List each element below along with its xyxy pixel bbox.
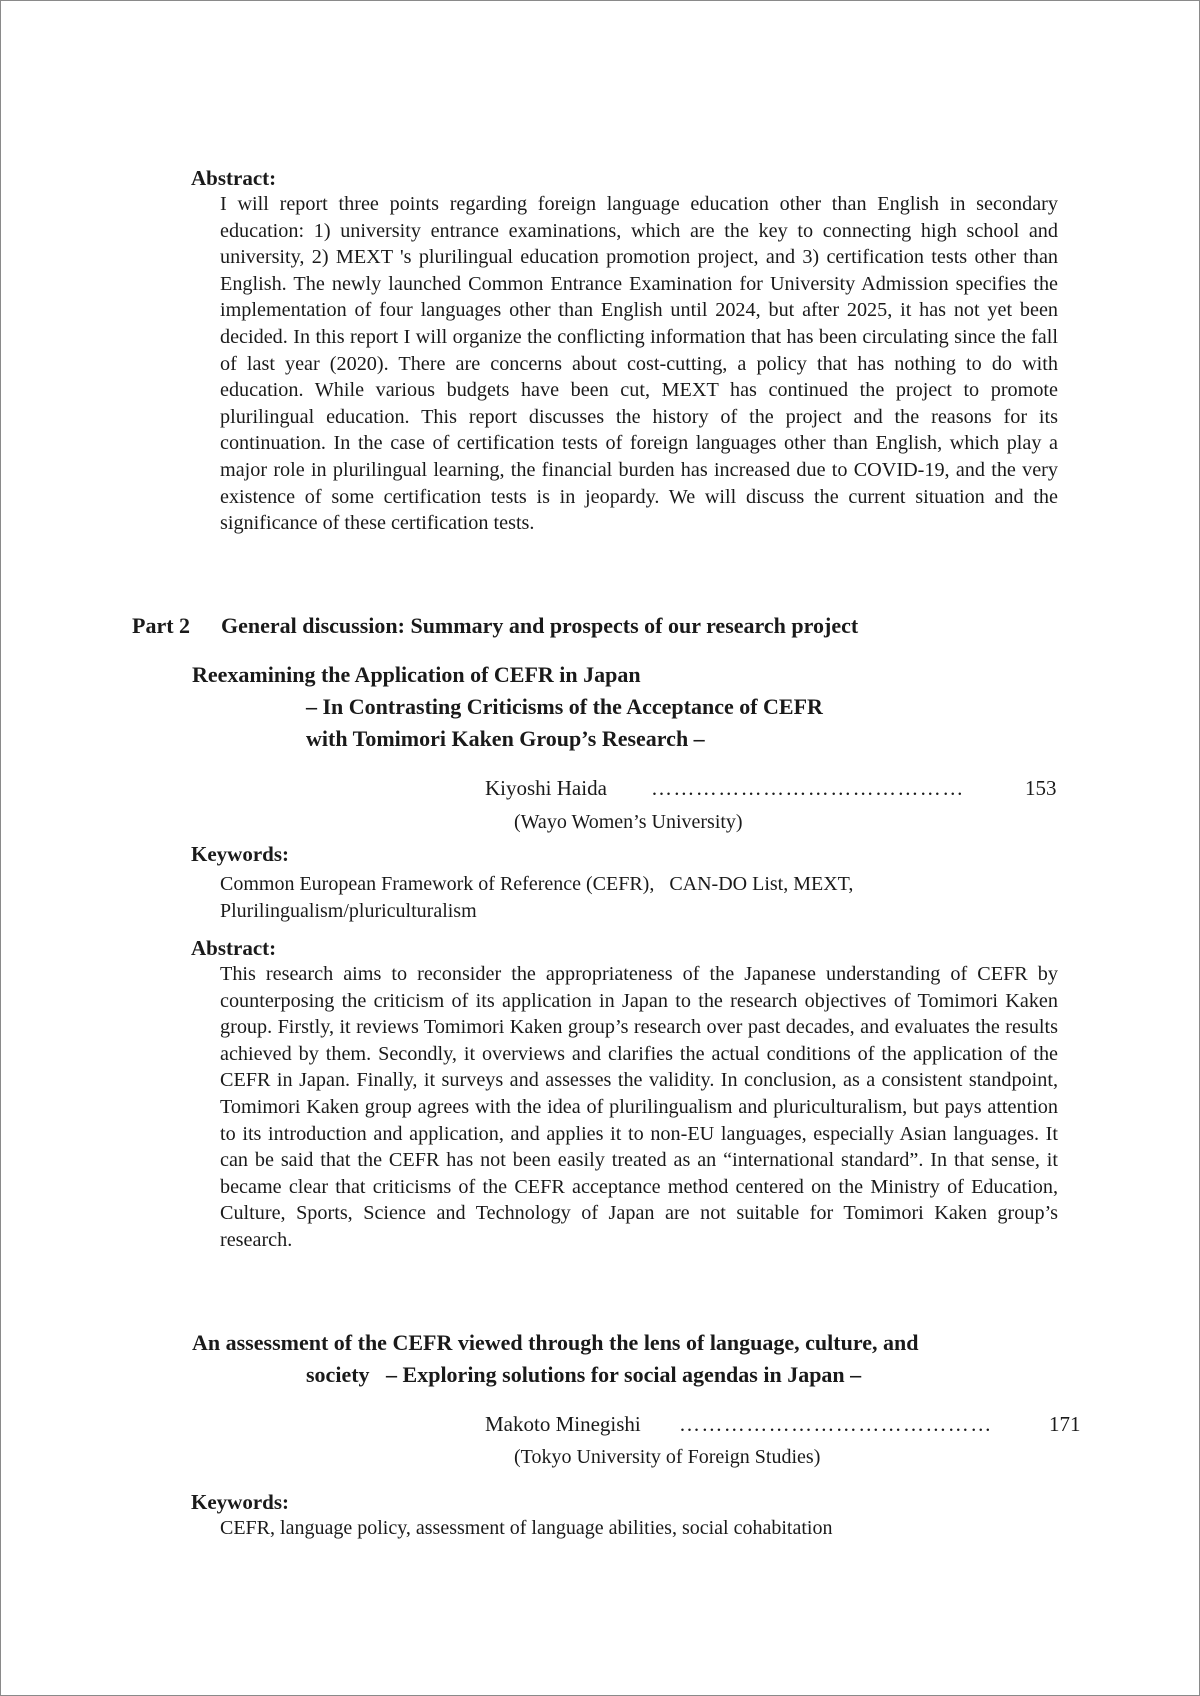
page-number: 171 bbox=[1049, 1412, 1081, 1436]
keywords-line: Plurilingualism/pluriculturalism bbox=[220, 900, 477, 922]
page-number: 153 bbox=[1025, 776, 1057, 800]
author-name: Makoto Minegishi bbox=[485, 1412, 641, 1436]
leader-dots: …………………………………… bbox=[651, 776, 965, 800]
leader-dots: …………………………………… bbox=[679, 1412, 993, 1436]
article-title-line: with Tomimori Kaken Group’s Research – bbox=[306, 726, 705, 751]
abstract-label: Abstract: bbox=[191, 936, 277, 960]
author-affiliation: (Tokyo University of Foreign Studies) bbox=[514, 1446, 821, 1468]
author-name: Kiyoshi Haida bbox=[485, 776, 607, 800]
article-title-line: society – Exploring solutions for social agendas in Japan – bbox=[306, 1362, 862, 1387]
keywords-label: Keywords: bbox=[191, 1490, 289, 1514]
part-number: Part 2 bbox=[132, 613, 191, 638]
part-title: General discussion: Summary and prospects of our research project bbox=[221, 613, 859, 638]
article-title-line: Reexamining the Application of CEFR in Japan bbox=[192, 662, 641, 687]
article-title-line: – In Contrasting Criticisms of the Acceptance of CEFR bbox=[306, 694, 823, 719]
article-title-line: An assessment of the CEFR viewed through the lens of language, culture, and bbox=[192, 1330, 919, 1355]
keywords-line: CEFR, language policy, assessment of language abilities, social cohabitation bbox=[220, 1517, 833, 1539]
keywords-line: Common European Framework of Reference (CEFR), CAN-DO List, MEXT, bbox=[220, 873, 854, 895]
abstract-text: I will report three points regarding foreign language education other than English in secondary education: 1) university entrance examinations, which are the key to connecting high school and university, 2) MEXT 's plurilingual education promotion project, and 3) certification tests other than English. The newly launched Common Entrance Examination for University Admission specifies the implementation of four languages other than English until 2024, but after 2025, it has not yet been decided. In this report I will organize the conflicting information that has been circulating since the fall of last year (2020). There are concerns about cost-cutting, a policy that has nothing to do with education. While various budgets have been cut, MEXT has continued the project to promote plurilingual education. This report discusses the history of the project and the reasons for its continuation. In the case of certification tests of foreign languages other than English, which play a major role in plurilingual learning, the financial burden has increased due to COVID-19, and the very existence of some certification tests is in jeopardy. We will discuss the current situation and the significance of these certification tests. bbox=[220, 193, 1058, 535]
abstract-label: Abstract: bbox=[191, 166, 277, 190]
author-affiliation: (Wayo Women’s University) bbox=[514, 811, 743, 833]
abstract-text: This research aims to reconsider the appropriateness of the Japanese understanding of CEFR by counterposing the criticism of its application in Japan to the research objectives of Tomimori Kaken group. Firstly, it reviews Tomimori Kaken group’s research over past decades, and evaluates the results achieved by them. Secondly, it overviews and clarifies the actual conditions of the application of the CEFR in Japan. Finally, it surveys and assesses the validity. In conclusion, as a consistent standpoint, Tomimori Kaken group agrees with the idea of plurilingualism and pluriculturalism, but pays attention to its introduction and application, and applies it to non-EU languages, especially Asian languages. It can be said that the CEFR has not been easily treated as an “international standard”. In that sense, it became clear that criticisms of the CEFR acceptance method centered on the Ministry of Education, Culture, Sports, Science and Technology of Japan are not suitable for Tomimori Kaken group’s research. bbox=[220, 963, 1058, 1251]
keywords-label: Keywords: bbox=[191, 842, 289, 866]
